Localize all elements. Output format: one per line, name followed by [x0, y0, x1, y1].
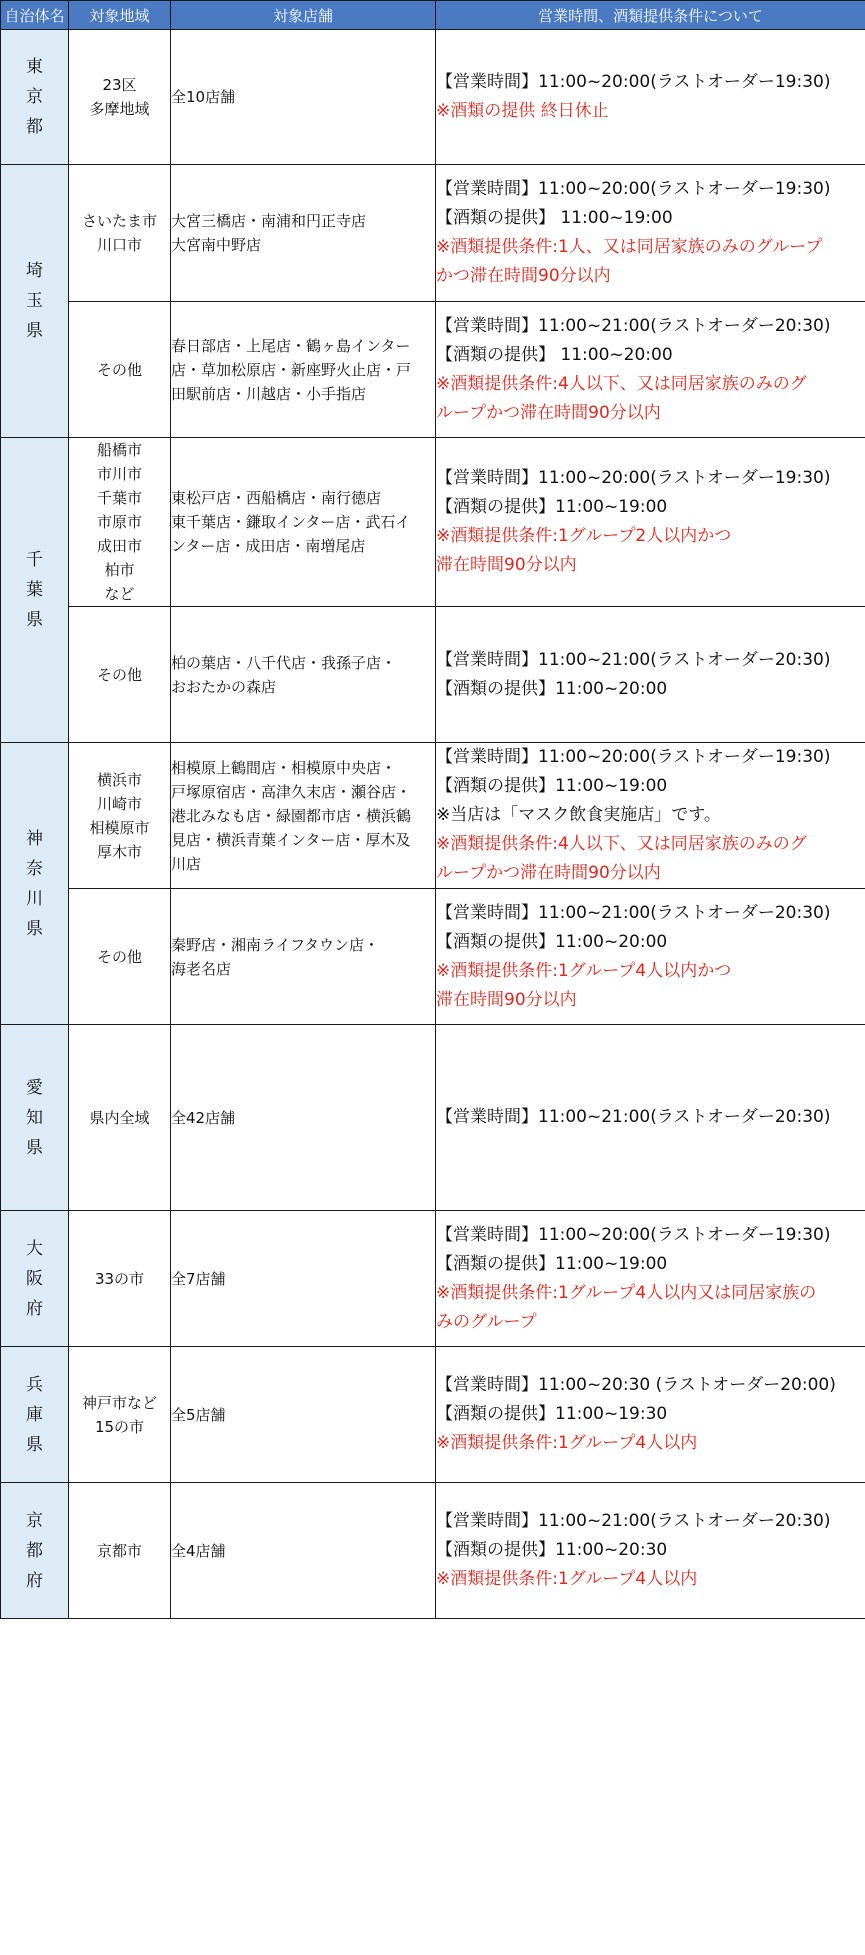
stores-cell [171, 607, 436, 743]
condition-notice: ※酒類提供条件:1人、又は同居家族のみのグループ [436, 237, 823, 257]
municipality-char: 阪 [26, 1268, 43, 1289]
conditions-cell [436, 1483, 865, 1619]
municipality-char: 千 [26, 550, 43, 570]
conditions-cell [436, 165, 865, 302]
conditions-cell [436, 889, 865, 1025]
table-row [1, 165, 865, 302]
municipality-char: 府 [26, 1298, 43, 1319]
municipality-char: 都 [26, 117, 43, 137]
area-cell [69, 302, 171, 438]
condition-line: 【酒類の提供】11:00~19:00 [436, 776, 668, 796]
area-line: 県内全域 [89, 1108, 150, 1127]
table-row [1, 1483, 865, 1619]
area-line: 千葉市 [96, 489, 142, 507]
condition-notice: ※酒類提供条件:4人以下、又は同居家族のみのグ [436, 834, 807, 854]
conditions-cell [436, 607, 865, 743]
condition-line: 【営業時間】11:00~21:00(ラストオーダー20:30) [436, 649, 831, 670]
municipality-char: 東 [26, 57, 43, 77]
area-line: 柏市 [104, 561, 135, 579]
stores-cell [171, 30, 436, 165]
stores-line: 全10店舗 [171, 88, 236, 106]
area-cell [69, 165, 171, 302]
stores-line: 全5店舗 [171, 1405, 226, 1424]
stores-line: 柏の葉店・八千代店・我孫子店・ [171, 653, 397, 672]
condition-notice: かつ滞在時間90分以内 [436, 266, 611, 286]
area-cell [69, 889, 171, 1025]
municipality-char: 埼 [26, 261, 43, 281]
table-body [1, 30, 865, 1619]
municipality-char: 川 [26, 888, 43, 909]
municipality-cell-chiba [1, 438, 69, 743]
stores-cell [171, 889, 436, 1025]
conditions-cell [436, 743, 865, 889]
condition-line: 【酒類の提供】11:00~19:30 [436, 1404, 668, 1424]
municipality-cell-kanagawa [1, 743, 69, 1025]
municipality-char: 玉 [26, 291, 43, 311]
conditions-cell [436, 1025, 865, 1211]
area-line: 市川市 [96, 465, 142, 483]
municipality-char: 府 [26, 1570, 43, 1591]
municipality-cell-aichi [1, 1025, 69, 1211]
municipality-cell-osaka [1, 1211, 69, 1347]
condition-line: 【営業時間】11:00~21:00(ラストオーダー20:30) [436, 1511, 831, 1531]
area-line: 市原市 [96, 513, 142, 531]
condition-notice: ※酒類提供条件:4人以下、又は同居家族のみのグ [436, 373, 807, 394]
municipality-char: 都 [26, 1540, 43, 1561]
stores-cell [171, 165, 436, 302]
municipality-cell-kyoto [1, 1483, 69, 1619]
area-cell [69, 1483, 171, 1619]
condition-line: 【営業時間】11:00~20:00(ラストオーダー19:30) [436, 72, 831, 92]
condition-notice: ※酒類提供条件:1グループ4人以内又は同居家族の [436, 1282, 817, 1303]
condition-line: 【酒類の提供】11:00~20:30 [436, 1540, 668, 1560]
condition-line: 【営業時間】11:00~21:00(ラストオーダー20:30) [436, 315, 831, 336]
area-line: 京都市 [96, 1541, 142, 1560]
stores-cell [171, 302, 436, 438]
stores-cell [171, 1483, 436, 1619]
stores-line: 大宮三橋店・南浦和円正寺店 [171, 212, 367, 230]
municipality-char: 大 [26, 1238, 43, 1259]
area-line: その他 [96, 360, 142, 379]
stores-cell [171, 438, 436, 607]
area-line: さいたま市 [81, 212, 157, 230]
municipality-char: 葉 [26, 580, 43, 600]
table-row [1, 1025, 865, 1211]
area-line: 15の市 [94, 1417, 145, 1436]
table-row [1, 743, 865, 889]
header-area: 対象地域 [69, 1, 171, 30]
conditions-cell [436, 1347, 865, 1483]
area-line: 厚木市 [96, 842, 142, 861]
table-row [1, 1347, 865, 1483]
header-stores: 対象店舗 [171, 1, 436, 30]
table-header [1, 1, 865, 30]
area-line: 川口市 [96, 236, 142, 254]
stores-line: 戸塚原宿店・高津久末店・瀬谷店・ [171, 782, 412, 801]
area-line: 横浜市 [96, 770, 142, 789]
stores-line: 全7店舗 [171, 1269, 226, 1288]
conditions-cell [436, 1211, 865, 1347]
condition-notice: ループかつ滞在時間90分以内 [436, 402, 661, 423]
area-cell [69, 1211, 171, 1347]
municipality-char: 県 [26, 321, 43, 341]
condition-notice: ※酒類提供条件:1グループ2人以内かつ [436, 526, 732, 546]
stores-line: 東千葉店・鎌取インター店・武石イ [171, 513, 411, 531]
stores-line: 相模原上鶴間店・相模原中央店・ [171, 758, 397, 777]
condition-line: ※当店は「マスク飲食実施店」です。 [436, 805, 721, 825]
area-line: 多摩地域 [89, 100, 150, 118]
area-line: 船橋市 [96, 441, 142, 459]
table-row [1, 889, 865, 1025]
table-row [1, 1211, 865, 1347]
header-municipality: 自治体名 [1, 1, 69, 30]
area-line: 33の市 [94, 1269, 145, 1288]
conditions-cell [436, 302, 865, 438]
conditions-cell [436, 438, 865, 607]
condition-notice: 滞在時間90分以内 [436, 555, 577, 575]
table-row [1, 438, 865, 607]
condition-line: 【営業時間】11:00~20:00(ラストオーダー19:30) [436, 179, 831, 199]
municipality-char: 知 [26, 1107, 43, 1128]
condition-line: 【営業時間】11:00~20:00(ラストオーダー19:30) [436, 468, 831, 488]
condition-line: 【酒類の提供】11:00~20:00 [436, 931, 668, 952]
table-row [1, 302, 865, 438]
area-line: その他 [96, 947, 142, 966]
condition-notice: ※酒類提供条件:1グループ4人以内かつ [436, 960, 732, 981]
area-line: 23区 [102, 76, 137, 94]
condition-notice: ※酒類提供条件:1グループ4人以内 [436, 1569, 698, 1589]
table-row [1, 607, 865, 743]
stores-line: 大宮南中野店 [171, 236, 262, 254]
condition-notice: 滞在時間90分以内 [436, 989, 577, 1010]
municipality-cell-tokyo [1, 30, 69, 165]
stores-line: 東松戸店・西船橋店・南行徳店 [171, 489, 382, 507]
condition-notice: ※酒類提供条件:1グループ4人以内 [436, 1433, 698, 1453]
municipality-char: 京 [26, 1510, 43, 1531]
stores-line: 春日部店・上尾店・鶴ヶ島インター [171, 336, 411, 355]
area-line: その他 [96, 665, 142, 684]
header-conditions: 営業時間、酒類提供条件について [436, 1, 865, 30]
condition-line: 【酒類の提供】11:00~20:00 [436, 678, 668, 699]
area-line: 川崎市 [96, 794, 142, 813]
municipality-char: 兵 [26, 1374, 43, 1395]
condition-line: 【酒類の提供】 11:00~20:00 [436, 344, 673, 365]
stores-cell [171, 743, 436, 889]
stores-line: おおたかの森店 [171, 677, 277, 696]
municipality-char: 京 [26, 87, 43, 107]
area-line: 神戸市など [81, 1393, 157, 1412]
municipality-char: 県 [26, 918, 43, 939]
condition-notice: みのグループ [436, 1311, 537, 1332]
area-cell [69, 438, 171, 607]
condition-line: 【酒類の提供】 11:00~19:00 [436, 208, 673, 228]
municipality-char: 庫 [26, 1404, 43, 1425]
municipality-char: 県 [26, 1434, 43, 1455]
stores-cell [171, 1347, 436, 1483]
condition-line: 【酒類の提供】11:00~19:00 [436, 497, 668, 517]
area-line: など [104, 585, 135, 603]
stores-line: 海老名店 [171, 959, 232, 978]
stores-line: 全42店舗 [171, 1108, 236, 1127]
area-line: 相模原市 [89, 818, 150, 837]
condition-notice: ※酒類の提供 終日休止 [436, 101, 609, 121]
stores-line: ンター店・成田店・南増尾店 [171, 537, 366, 555]
municipality-char: 神 [26, 828, 43, 849]
municipality-char: 県 [26, 1137, 43, 1158]
stores-cell [171, 1025, 436, 1211]
stores-line: 田駅前店・川越店・小手指店 [171, 384, 367, 403]
stores-line: 見店・横浜青葉インター店・厚木及 [171, 830, 411, 849]
condition-line: 【営業時間】11:00~21:00(ラストオーダー20:30) [436, 1107, 831, 1127]
stores-line: 秦野店・湘南ライフタウン店・ [171, 935, 380, 954]
condition-notice: ループかつ滞在時間90分以内 [436, 863, 661, 883]
conditions-cell [436, 30, 865, 165]
condition-line: 【営業時間】11:00~20:00(ラストオーダー19:30) [436, 747, 831, 767]
condition-line: 【酒類の提供】11:00~19:00 [436, 1253, 668, 1274]
stores-line: 川店 [171, 854, 202, 873]
area-cell [69, 743, 171, 889]
municipality-cell-hyogo [1, 1347, 69, 1483]
stores-cell [171, 1211, 436, 1347]
municipality-char: 県 [26, 610, 43, 630]
table-row [1, 30, 865, 165]
condition-line: 【営業時間】11:00~21:00(ラストオーダー20:30) [436, 902, 831, 923]
condition-line: 【営業時間】11:00~20:30 (ラストオーダー20:00) [436, 1375, 836, 1395]
municipality-char: 奈 [26, 858, 43, 879]
area-cell [69, 1025, 171, 1211]
area-cell [69, 607, 171, 743]
stores-line: 全4店舗 [171, 1541, 226, 1560]
municipality-cell-saitama [1, 165, 69, 438]
area-line: 成田市 [96, 537, 142, 555]
stores-line: 店・草加松原店・新座野火止店・戸 [171, 360, 412, 379]
area-cell [69, 1347, 171, 1483]
stores-line: 港北みなも店・緑園都市店・横浜鶴 [171, 806, 412, 825]
condition-line: 【営業時間】11:00~20:00(ラストオーダー19:30) [436, 1224, 831, 1245]
area-cell [69, 30, 171, 165]
municipality-char: 愛 [26, 1077, 43, 1098]
